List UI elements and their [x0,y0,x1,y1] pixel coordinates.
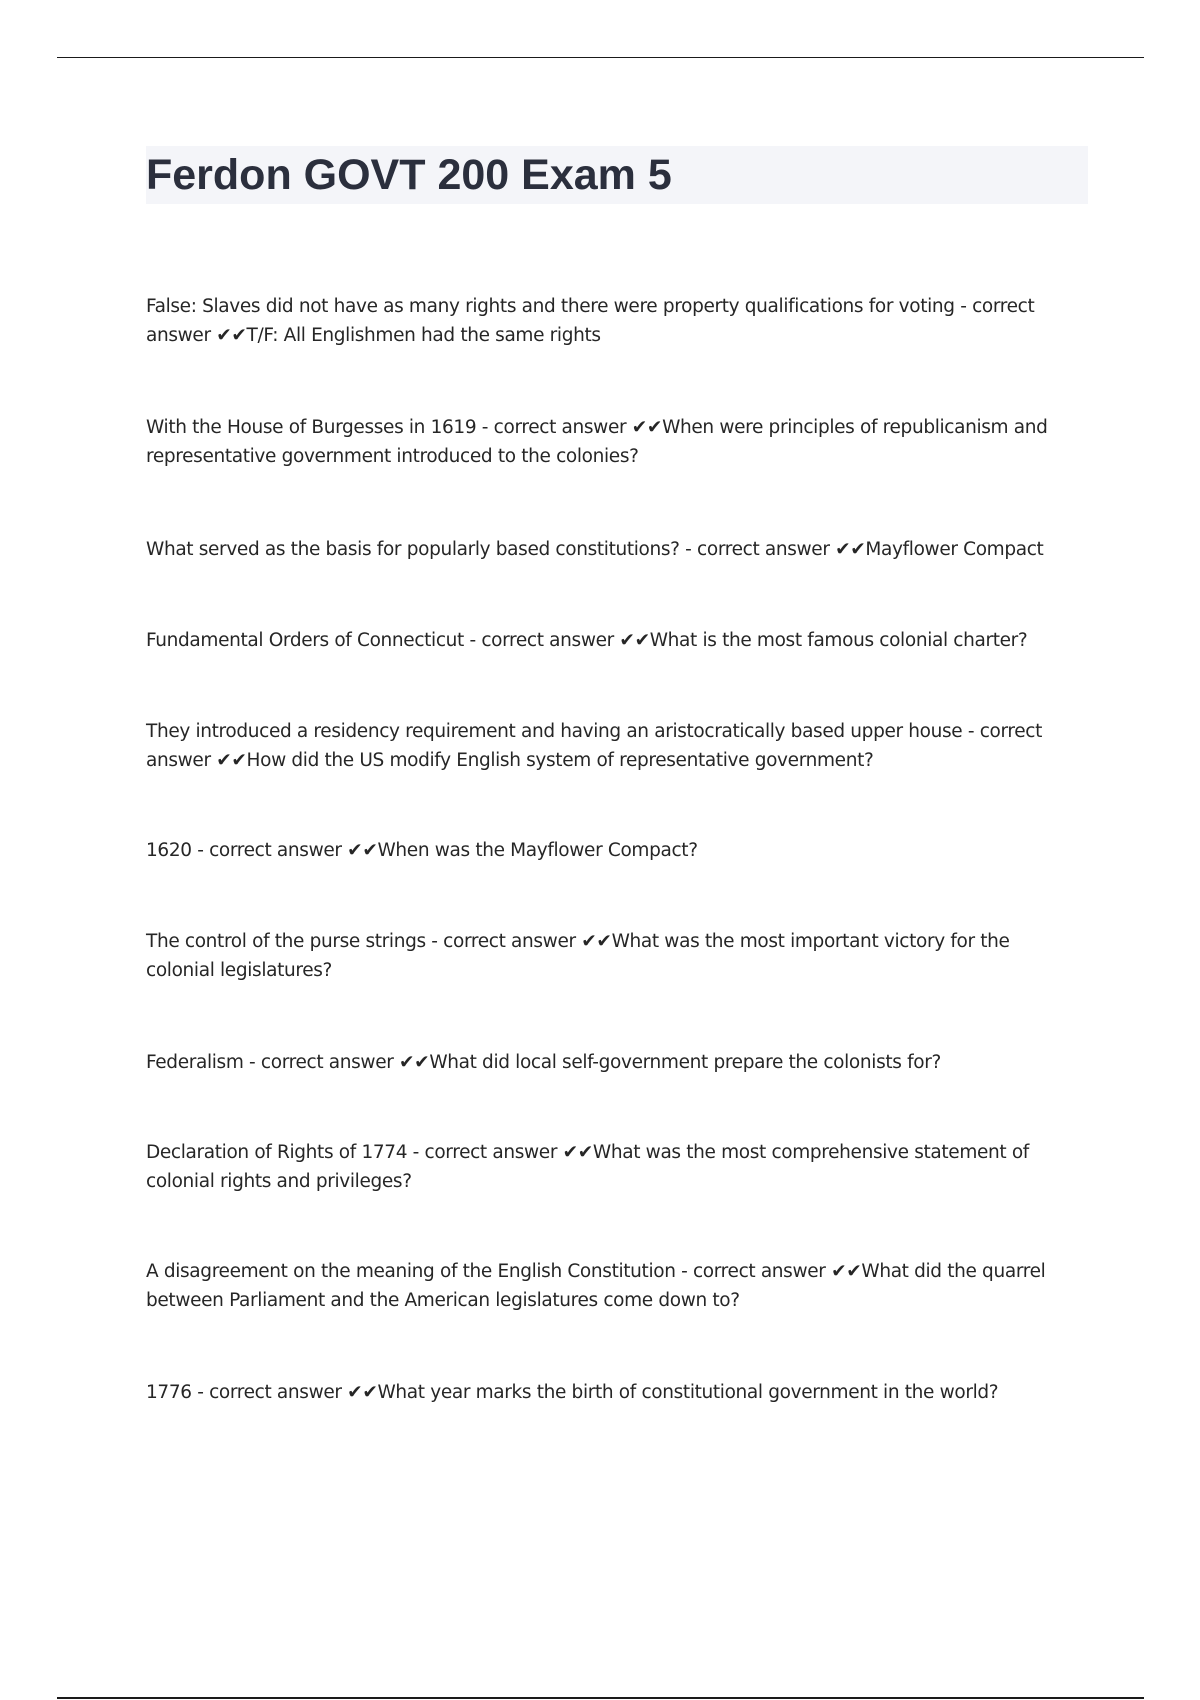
qa-entry: A disagreement on the meaning of the English Constitution - correct answer ✔✔What did the quarrel between Parliament and the American legislatures come down to? [146,1261,1046,1311]
qa-entry: The control of the purse strings - correct answer ✔✔What was the most important victory for the colonial legislatures? [146,931,1010,981]
qa-entry: With the House of Burgesses in 1619 - correct answer ✔✔When were principles of republicanism and representative government introduced to the colonies? [146,417,1048,467]
bottom-rule [57,1697,1144,1699]
qa-entry: Federalism - correct answer ✔✔What did local self-government prepare the colonists for? [146,1052,941,1073]
qa-entry: False: Slaves did not have as many rights and there were property qualifications for voting - correct answer ✔✔T/F: All Englishmen had the same rights [146,296,1035,346]
qa-entry: What served as the basis for popularly based constitutions? - correct answer ✔✔Mayflower Compact [146,539,1044,560]
qa-entry: Fundamental Orders of Connecticut - correct answer ✔✔What is the most famous colonial charter? [146,630,1028,651]
qa-entry: 1776 - correct answer ✔✔What year marks the birth of constitutional government in the world? [146,1382,999,1403]
page-title: Ferdon GOVT 200 Exam 5 [146,151,672,199]
qa-entry: 1620 - correct answer ✔✔When was the Mayflower Compact? [146,840,698,861]
qa-entry: They introduced a residency requirement and having an aristocratically based upper house - correct answer ✔✔How did the US modify English system of representative government? [146,721,1043,771]
qa-entry: Declaration of Rights of 1774 - correct answer ✔✔What was the most comprehensive statement of colonial rights and privileges? [146,1142,1029,1192]
top-rule [57,57,1144,58]
